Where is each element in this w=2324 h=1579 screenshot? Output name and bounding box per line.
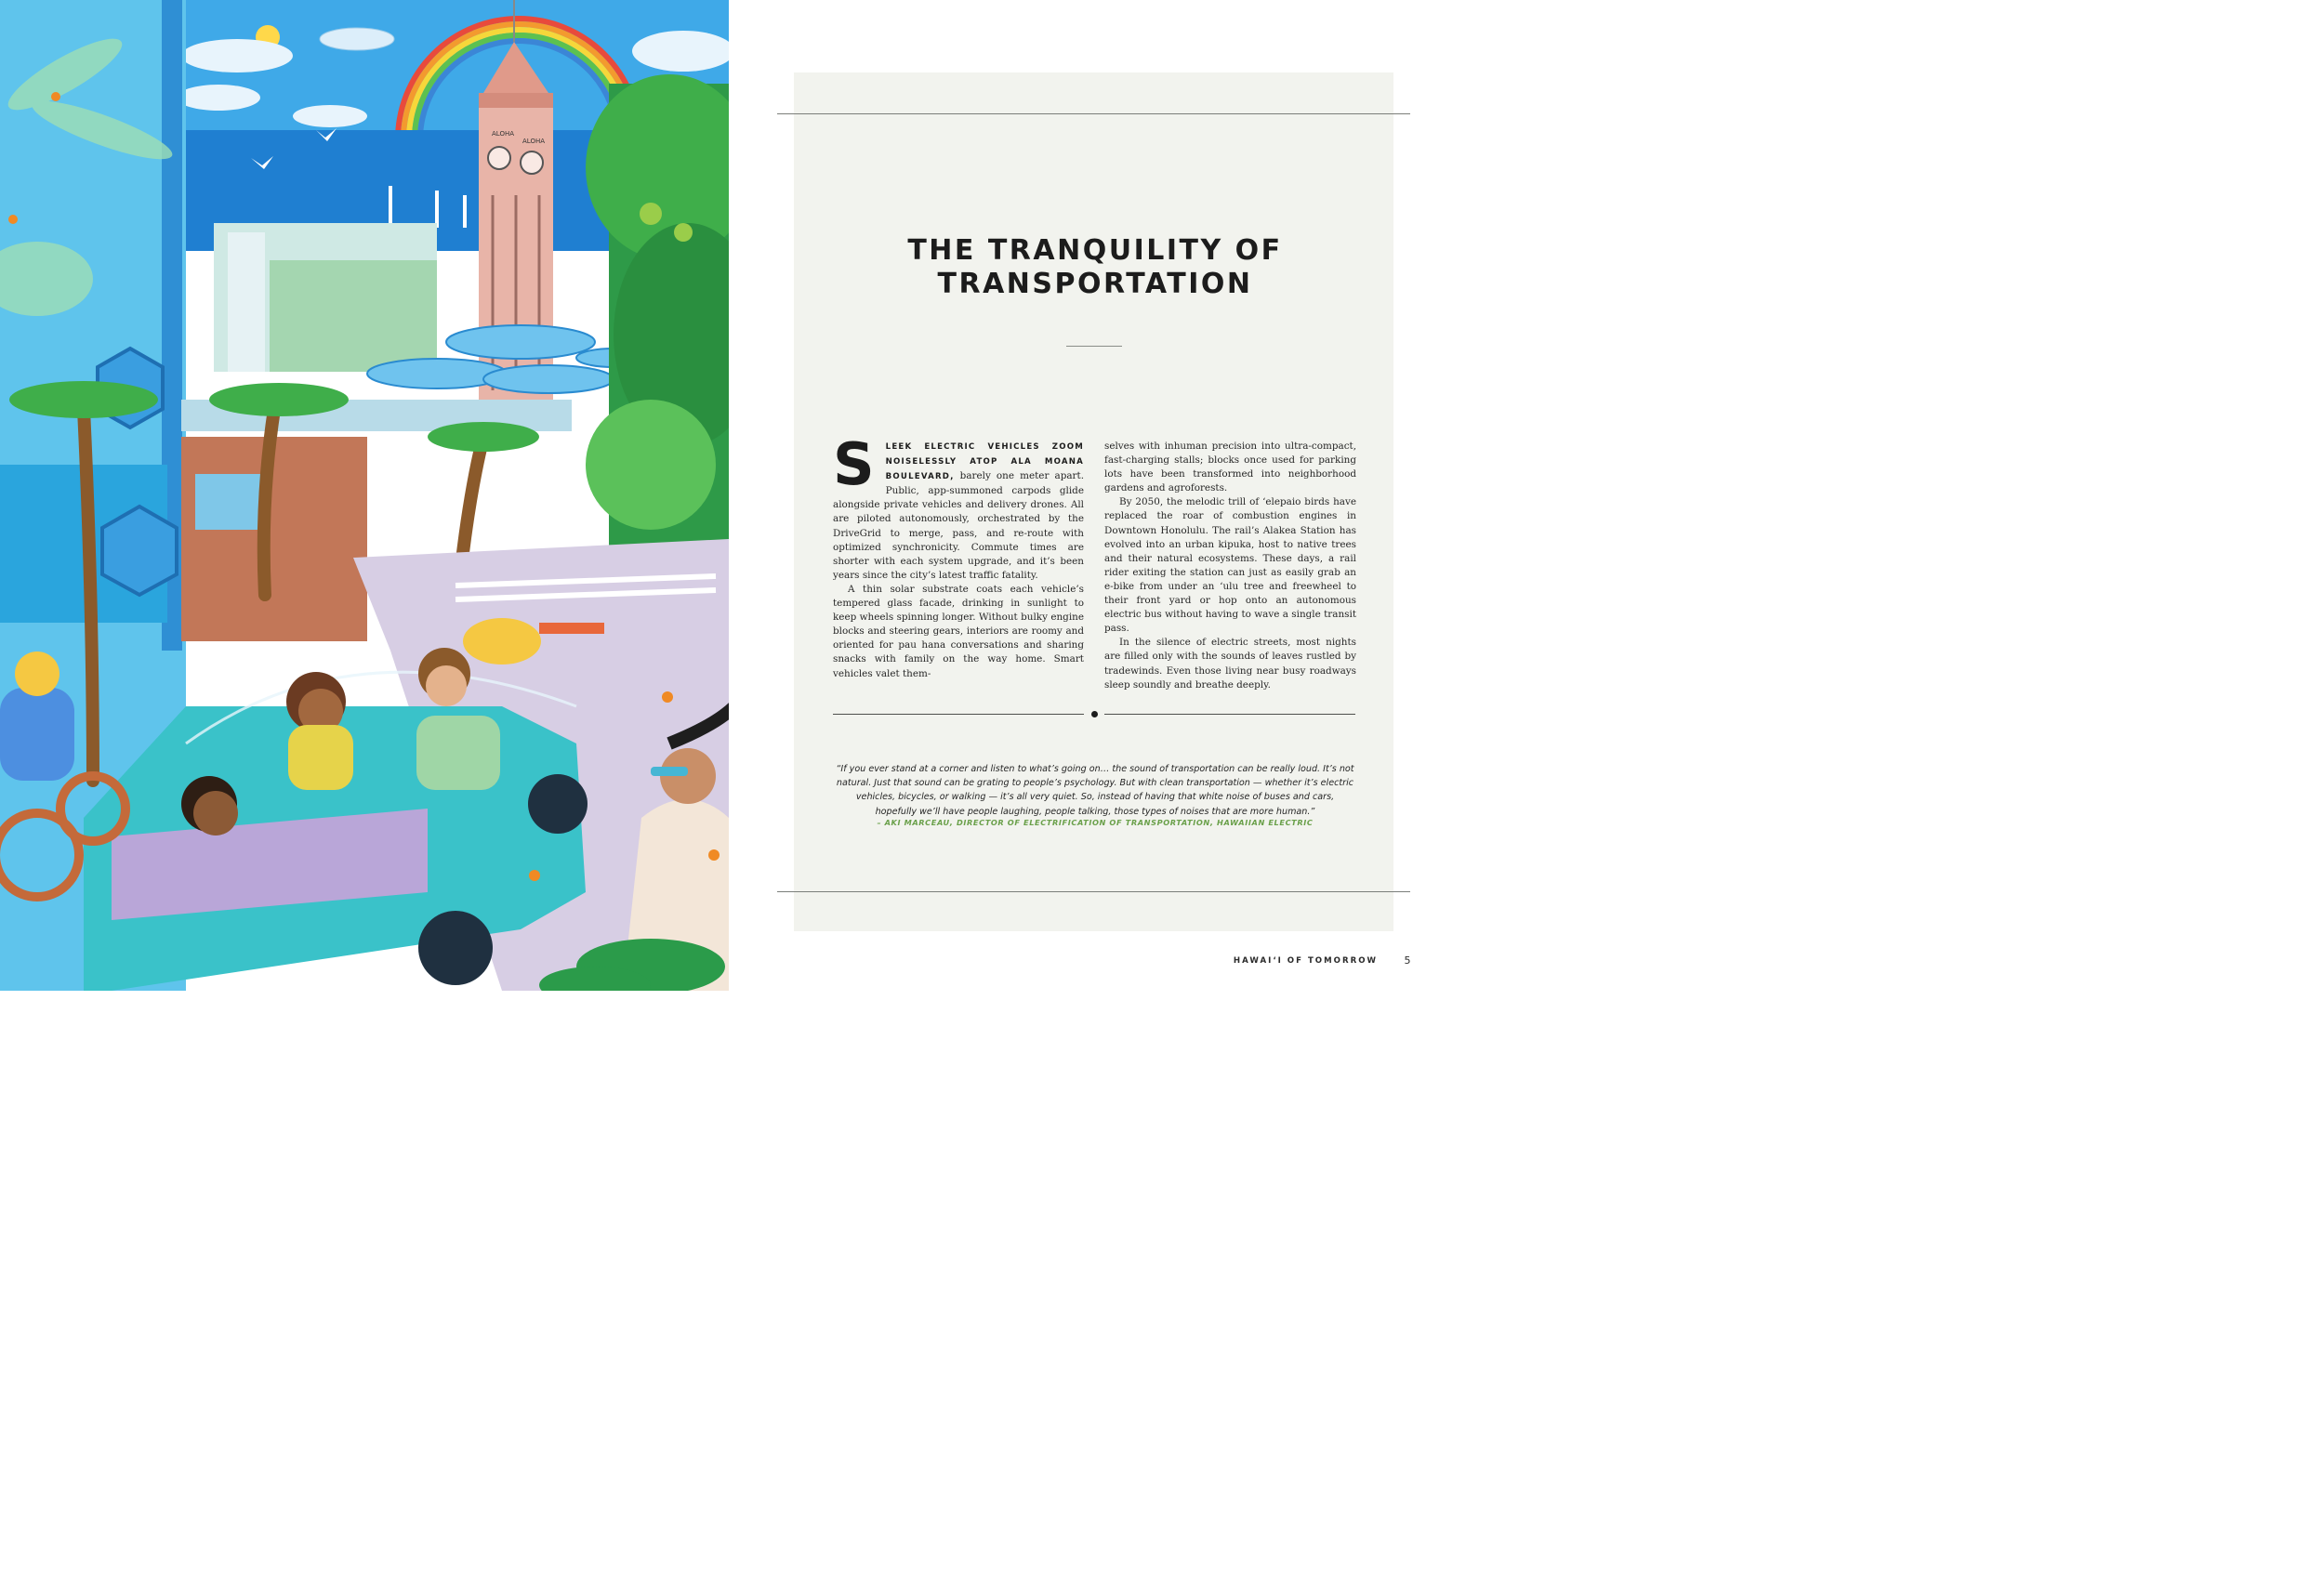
- building-window: [195, 474, 265, 530]
- bottom-rule: [777, 891, 1410, 892]
- article-column-right: [1104, 440, 1356, 692]
- title-line-1: THE TRANQUILITY OF: [907, 234, 1283, 267]
- section-divider-right: [1104, 714, 1355, 715]
- page-number: 5: [1404, 954, 1411, 967]
- quote-attribution: – AKI MARCEAU, DIRECTOR OF ELECTRIFICATION OF TRANSPORTATION, HAWAIIAN ELECTRIC: [877, 818, 1314, 827]
- tower-sign-right: ALOHA: [522, 138, 546, 145]
- top-rule: [777, 113, 1410, 114]
- city-illustration: [0, 0, 729, 991]
- section-divider-left: [833, 714, 1084, 715]
- tower-sign-left: ALOHA: [492, 130, 515, 138]
- lead-in: LEEK ELECTRIC VEHICLES ZOOM NOISELESSLY ATOP ALA MOANA BOULEVARD,: [885, 442, 1084, 482]
- title-line-2: TRANSPORTATION: [937, 268, 1253, 300]
- section-divider-dot: [1091, 711, 1098, 717]
- hex-sign-2: [102, 507, 177, 595]
- paragraph-4: In the silence of electric streets, most nights are filled only with the sounds of leaves rustled by tradewinds. Even those living near busy roadways sleep soundly and breathe deeply.: [1104, 637, 1356, 691]
- drop-cap: S: [833, 430, 875, 498]
- bike-lane-marking: [539, 623, 604, 634]
- illustration: [0, 0, 729, 991]
- paragraph-1-body: barely one meter apart. Public, app-summoned carpods glide alongside private vehicles and delivery drones. All are piloted autonomously, orchestrated by the DriveGrid to merge, pass, and re-route with optimized synchronicity. Commute times are shorter with each system upgrade, and it’s been years since the city’s latest traffic fatality.: [833, 470, 1084, 581]
- paragraph-3: By 2050, the melodic trill of ‘elepaio birds have replaced the roar of combustion engines in Downtown Honolulu. The rail’s Alakea Station has evolved into an urban kipuka, host to native trees and their natural ecosystems. These days, a rail rider exiting the station can just as easily grab an e-bike from under an ‘ulu tree and freewheel to their front yard or hop onto an autonomous electric bus without having to wave a single transit pass.: [1104, 496, 1356, 635]
- brick-building: [181, 437, 367, 641]
- paragraph-2-continued: selves with inhuman precision into ultra-compact, fast-charging stalls; blocks once used for parking lots have been transformed into neighborhood gardens and agroforests.: [1104, 441, 1356, 494]
- running-footer: HAWAI‘I OF TOMORROW: [1233, 956, 1378, 966]
- paragraph-1: [833, 430, 1084, 583]
- paragraph-2: A thin solar substrate coats each vehicle’s tempered glass facade, drinking in sunlight to keep wheels spinning longer. Without bulky engine blocks and steering gears, interiors are roomy and oriented for pau hana conversations and sharing snacks with family on the way home. Smart vehicles valet them-: [833, 583, 1084, 679]
- greenhouses: [214, 223, 437, 372]
- blimp: [320, 28, 394, 50]
- article-column-left: [833, 430, 1084, 681]
- article-title: [837, 234, 1353, 301]
- yellow-carpod: [463, 618, 541, 664]
- pull-quote: “If you ever stand at a corner and listen to what’s going on… the sound of transportation can be really loud. It’s not natural. Just that sound can be grating to people’s psychology. But with clean transportation — whether it’s electric vehicles, bicycles, or walking — it’s all very quiet. So, instead of having that white noise of buses and cars, hopefully we’ll have people laughing, people talking, those types of noises that are more human.”: [836, 764, 1354, 817]
- title-underline: [1066, 346, 1122, 347]
